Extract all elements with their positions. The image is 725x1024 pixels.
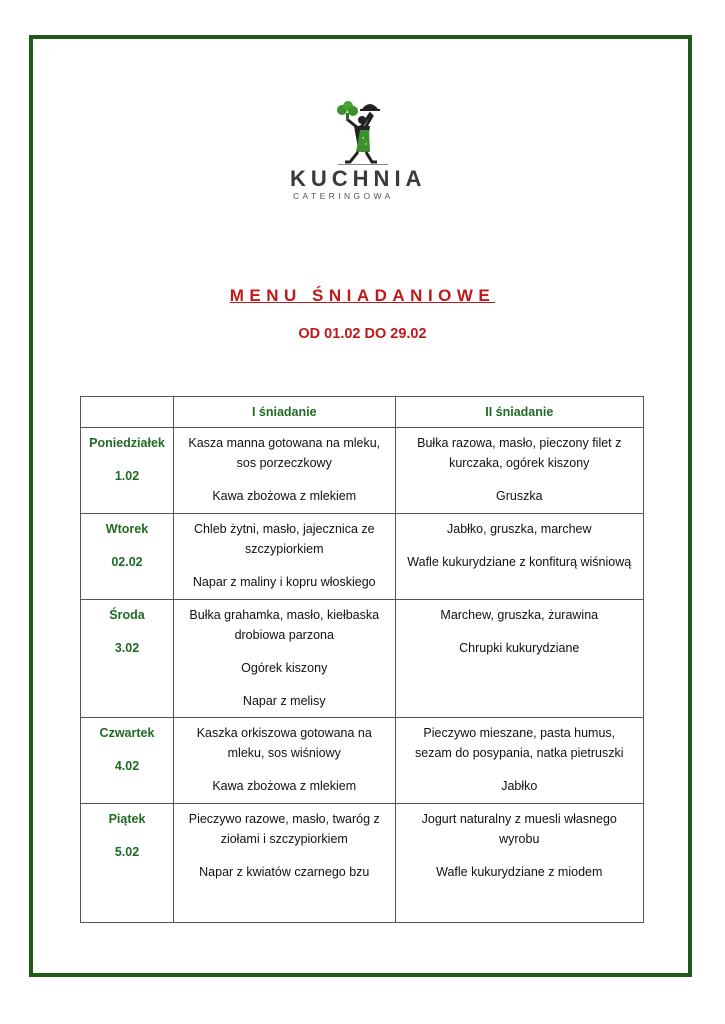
day-name: Piątek (108, 812, 146, 826)
logo-wordmark: KUCHNIA (290, 166, 427, 191)
header-day (81, 397, 174, 428)
day-date: 02.02 (111, 555, 143, 569)
day-name: Środa (109, 608, 145, 622)
day-name: Poniedziałek (89, 436, 165, 450)
table-row (81, 514, 644, 600)
second-breakfast-cell (395, 600, 643, 718)
menu-item: Chleb żytni, masło, jajecznica ze szczypiorkiem (193, 522, 375, 556)
second-breakfast-cell (395, 514, 643, 600)
menu-item: Kawa zbożowa z mlekiem (212, 489, 357, 503)
day-cell (81, 514, 174, 600)
first-breakfast-cell (173, 428, 395, 514)
second-breakfast-cell (395, 718, 643, 804)
menu-item: Gruszka (495, 489, 543, 503)
menu-item: Wafle kukurydziane z miodem (436, 865, 603, 879)
second-breakfast-cell (395, 804, 643, 923)
menu-item: Pieczywo mieszane, pasta humus, sezam do posypania, natka pietruszki (415, 726, 624, 760)
menu-item: Jabłko, gruszka, marchew (447, 522, 592, 536)
kuchnia-logo (290, 100, 440, 205)
table-row (81, 718, 644, 804)
day-date: 1.02 (114, 469, 140, 483)
day-cell (81, 804, 174, 923)
menu-table (80, 396, 644, 923)
table-row (81, 428, 644, 514)
day-cell (81, 428, 174, 514)
table-header-row (81, 397, 644, 428)
header-first-breakfast: I śniadanie (173, 397, 395, 428)
menu-item: Kaszka orkiszowa gotowana na mleku, sos wiśniowy (196, 726, 372, 760)
menu-item: Kasza manna gotowana na mleku, sos porzeczkowy (188, 436, 381, 470)
day-name: Czwartek (99, 726, 155, 740)
menu-item: Jabłko (501, 779, 538, 793)
menu-item: Jogurt naturalny z muesli własnego wyrobu (421, 812, 617, 846)
table-row (81, 600, 644, 718)
day-date: 3.02 (114, 641, 140, 655)
page-title-text: MENU ŚNIADANIOWE (229, 286, 496, 305)
menu-item: Wafle kukurydziane z konfiturą wiśniową (407, 555, 632, 569)
menu-item: Bułka razowa, masło, pieczony filet z kurczaka, ogórek kiszony (417, 436, 622, 470)
day-name: Wtorek (105, 522, 149, 536)
first-breakfast-cell (173, 514, 395, 600)
first-breakfast-cell (173, 718, 395, 804)
day-date: 5.02 (114, 845, 140, 859)
day-cell (81, 718, 174, 804)
menu-item: Napar z melisy (242, 694, 326, 708)
table-row (81, 804, 644, 923)
menu-item: Napar z kwiatów czarnego bzu (199, 865, 370, 879)
first-breakfast-cell (173, 804, 395, 923)
menu-item: Bułka grahamka, masło, kiełbaska drobiowa parzona (189, 608, 380, 642)
menu-item: Ogórek kiszony (241, 661, 328, 675)
day-date: 4.02 (114, 759, 140, 773)
menu-item: Chrupki kukurydziane (459, 641, 580, 655)
menu-item: Napar z maliny i kopru włoskiego (192, 575, 376, 589)
menu-item: Marchew, gruszka, żurawina (440, 608, 599, 622)
second-breakfast-cell (395, 428, 643, 514)
chef-figure-icon (290, 100, 440, 170)
logo-subtitle: CATERINGOWA (293, 191, 394, 201)
first-breakfast-cell (173, 600, 395, 718)
date-range: OD 01.02 DO 29.02 (298, 326, 427, 342)
header-second-breakfast: II śniadanie (395, 397, 643, 428)
page-title (0, 286, 725, 306)
menu-item: Pieczywo razowe, masło, twaróg z ziołami i szczypiorkiem (188, 812, 380, 846)
day-cell (81, 600, 174, 718)
menu-item: Kawa zbożowa z mlekiem (212, 779, 357, 793)
